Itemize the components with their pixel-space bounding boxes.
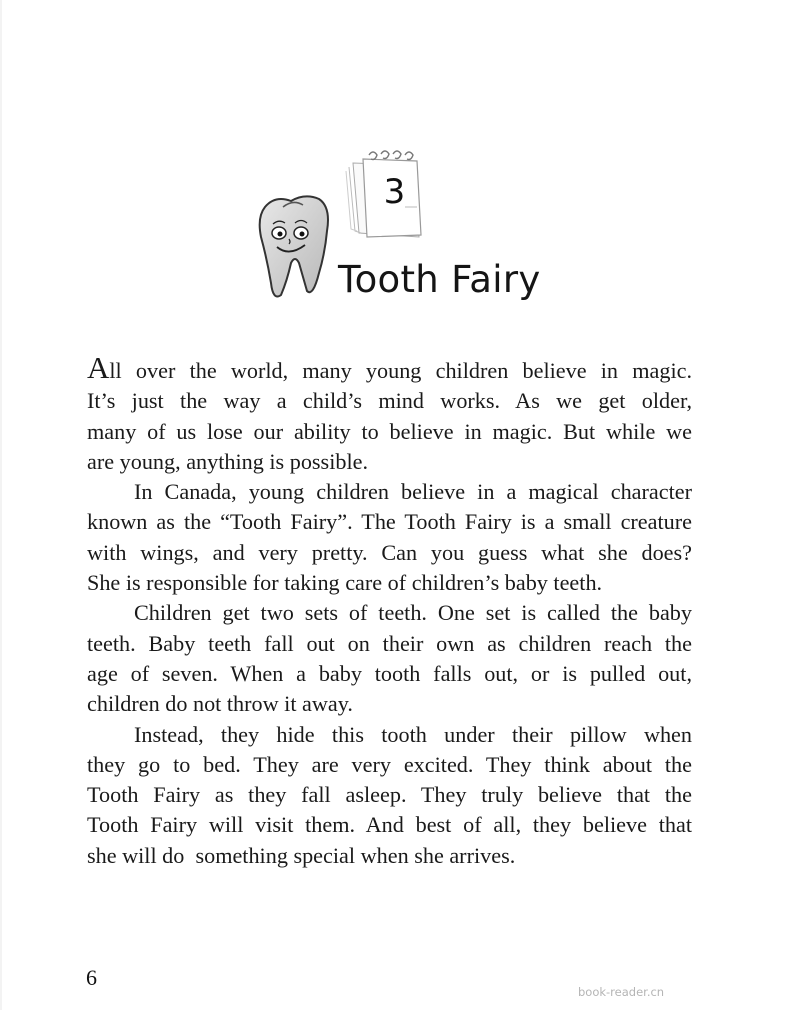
- text-line: children do not throw it away.: [87, 691, 353, 717]
- drop-cap: A: [87, 350, 110, 385]
- text-line: with wings, and very pretty. Can you guess what she does?: [87, 539, 692, 565]
- text-line: they go to bed. They are very excited. They think about the: [87, 751, 692, 777]
- paragraph-3: [87, 598, 692, 719]
- chapter-number: 3: [383, 172, 406, 212]
- text-line: ll over the world, many young children believe in magic.: [109, 358, 692, 383]
- text-line: age of seven. When a baby tooth falls out, or is pulled out,: [87, 660, 692, 686]
- text-line: Tooth Fairy will visit them. And best of all, they believe that: [87, 812, 692, 838]
- page-edge: [0, 0, 2, 1010]
- page-number: 6: [86, 965, 97, 990]
- paragraph-2: [87, 477, 692, 598]
- text-line: Tooth Fairy as they fall asleep. They truly believe that the: [87, 782, 692, 808]
- paragraph-4: [87, 720, 692, 871]
- paragraph-1: [87, 350, 692, 477]
- text-line: she will do something special when she arrives.: [87, 842, 516, 868]
- chapter-body: [87, 350, 692, 871]
- text-line: It’s just the way a child’s mind works. As we get older,: [87, 388, 692, 414]
- tooth-mascot-icon: [255, 193, 335, 303]
- text-line: many of us lose our ability to believe in magic. But while we: [87, 418, 692, 444]
- watermark: book-reader.cn: [578, 985, 665, 999]
- text-line: She is responsible for taking care of children’s baby teeth.: [87, 570, 603, 596]
- text-line: Children get two sets of teeth. One set is called the baby: [134, 600, 692, 626]
- text-line: Instead, they hide this tooth under their pillow when: [134, 721, 692, 747]
- chapter-title: Tooth Fairy: [338, 258, 541, 301]
- text-line: teeth. Baby teeth fall out on their own as children reach the: [87, 630, 692, 656]
- text-line: In Canada, young children believe in a magical character: [134, 479, 692, 505]
- text-line: known as the “Tooth Fairy”. The Tooth Fairy is a small creature: [87, 509, 692, 535]
- text-line: are young, anything is possible.: [87, 448, 369, 474]
